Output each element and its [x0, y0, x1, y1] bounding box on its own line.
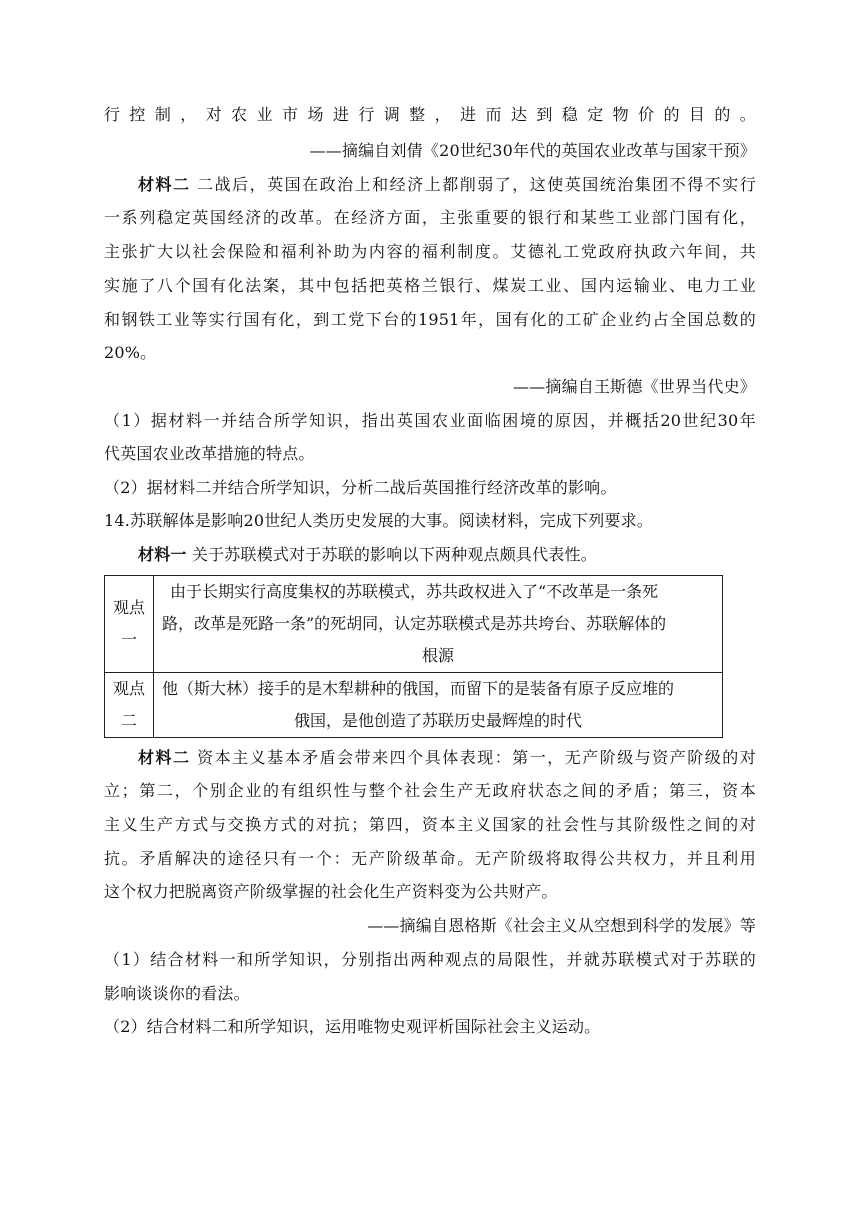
material-paragraph-line: 主张扩大以社会保险和福利补助为内容的福利制度。艾德礼工党政府执政六年间，共 [104, 242, 756, 261]
material-paragraph-line: 抗。矛盾解决的途径只有一个：无产阶级革命。无产阶级将取得公共权力，并且利用 [104, 849, 756, 868]
source-citation: ——摘编自恩格斯《社会主义从空想到科学的发展》等 [367, 916, 756, 935]
material-label: 材料二 [138, 748, 191, 767]
material-paragraph-line: 立；第二，个别企业的有组织性与整个社会生产无政府状态之间的矛盾；第三，资本 [104, 781, 756, 800]
material-paragraph-line: 这个权力把脱离资产阶级掌握的社会化生产资料变为公共财产。 [104, 882, 558, 901]
material-paragraph-line: 材料二 二战后，英国在政治上和经济上都削弱了，这使英国统治集团不得不实行 [138, 175, 756, 194]
question-stem: 14.苏联解体是影响20世纪人类历史发展的大事。阅读材料，完成下列要求。 [104, 511, 654, 530]
viewpoint-text: 他（斯大林）接手的是木犁耕种的俄国，而留下的是装备有原子反应堆的 俄国，是他创造了苏联历史最辉煌的时代 [154, 673, 723, 738]
paragraph-line: 行控制，对农业市场进行调整，进而达到稳定物价的目的。 [104, 105, 756, 124]
viewpoint-label: 观点 一 [105, 576, 154, 673]
material-label: 材料一 [138, 545, 187, 564]
table-row [105, 576, 723, 673]
question-line: （1）据材料一并结合所学知识，指出英国农业面临困境的原因，并概括20世纪30年 [104, 411, 756, 430]
material-paragraph-line: 材料一 关于苏联模式对于苏联的影响以下两种观点颇具代表性。 [138, 545, 597, 564]
source-citation: ——摘编自王斯德《世界当代史》 [512, 377, 756, 396]
material-label: 材料二 [138, 175, 191, 194]
table-row [105, 673, 723, 738]
question-line: 影响谈谈你的看法。 [104, 984, 250, 1003]
material-paragraph-line: 材料二 资本主义基本矛盾会带来四个具体表现：第一，无产阶级与资产阶级的对 [138, 748, 756, 767]
question-line: （2）结合材料二和所学知识，运用唯物史观评析国际社会主义运动。 [104, 1017, 601, 1036]
material-paragraph-line: 主义生产方式与交换方式的对抗；第四，资本主义国家的社会性与其阶级性之间的对 [104, 815, 756, 834]
question-line: 代英国农业改革措施的特点。 [104, 444, 315, 463]
material-paragraph-line: 一系列稳定英国经济的改革。在经济方面，主张重要的银行和某些工业部门国有化， [104, 208, 756, 227]
viewpoint-text: 由于长期实行高度集权的苏联模式，苏共政权进入了“不改革是一条死 路，改革是死路一条”的死胡同，认定苏联模式是苏共垮台、苏联解体的 根源 [154, 576, 723, 673]
question-line: （1）结合材料一和所学知识，分别指出两种观点的局限性，并就苏联模式对于苏联的 [104, 950, 756, 969]
viewpoints-table [104, 575, 723, 738]
material-paragraph-line: 实施了八个国有化法案，其中包括把英格兰银行、煤炭工业、国内运输业、电力工业 [104, 276, 756, 295]
question-line: （2）据材料二并结合所学知识，分析二战后英国推行经济改革的影响。 [104, 478, 617, 497]
viewpoint-label: 观点 二 [105, 673, 154, 738]
source-citation: ——摘编自刘倩《20世纪30年代的英国农业改革与国家干预》 [309, 141, 756, 160]
material-paragraph-line: 20%。 [104, 343, 157, 362]
material-paragraph-line: 和钢铁工业等实行国有化，到工党下台的1951年，国有化的工矿企业约占全国总数的 [104, 310, 756, 329]
